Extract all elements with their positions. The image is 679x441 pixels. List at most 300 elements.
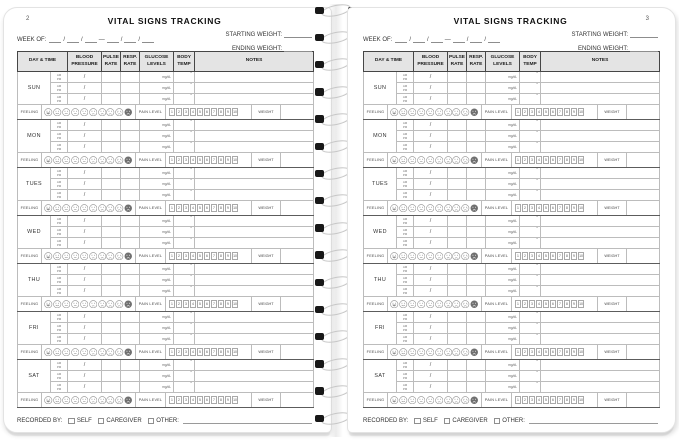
- smiling-face-icon: [62, 204, 71, 213]
- weight-label: WEIGHT: [598, 105, 627, 119]
- blood-pressure-cell: /: [414, 275, 448, 286]
- pain-level-box: 5: [197, 204, 203, 213]
- notes-cell: [541, 168, 660, 179]
- notes-cell: [541, 131, 660, 142]
- page-content: [363, 14, 658, 432]
- pain-level-box: 5: [197, 108, 203, 117]
- frowning-face-icon: [98, 348, 107, 357]
- resp-rate-cell: [467, 264, 486, 275]
- crying-face-icon: [461, 348, 470, 357]
- glucose-cell: mg/dL: [486, 227, 520, 238]
- slightly-smiling-face-icon: [417, 204, 426, 213]
- pain-level-box: 4: [190, 300, 196, 309]
- blood-pressure-cell: /: [68, 179, 102, 190]
- blood-pressure-cell: /: [414, 168, 448, 179]
- ampm-cell: [397, 286, 414, 297]
- notes-cell: [195, 168, 314, 179]
- feeling-row: [18, 201, 314, 216]
- pain-level-box: 4: [190, 252, 196, 261]
- pain-level-box: 7: [557, 252, 563, 261]
- week-of-label: WEEK OF:: [17, 37, 47, 43]
- weight-blank-cell: [627, 345, 659, 359]
- blood-pressure-cell: /: [68, 334, 102, 345]
- pain-level-box: 3: [529, 300, 535, 309]
- resp-rate-cell: [121, 179, 140, 190]
- pain-level-box: 3: [529, 204, 535, 213]
- notes-cell: [195, 334, 314, 345]
- pm-label: PM: [56, 268, 62, 273]
- pain-level-box: 10: [232, 204, 238, 213]
- pain-level-box: 4: [190, 108, 196, 117]
- notes-cell: [195, 190, 314, 201]
- weight-blank-cell: [627, 297, 659, 311]
- feeling-label: FEELING: [18, 153, 42, 167]
- notes-cell: [195, 120, 314, 131]
- feeling-row-content: [364, 201, 659, 215]
- pm-label: PM: [402, 172, 408, 177]
- vitals-entry-row: [364, 286, 660, 297]
- pain-level-scale: [512, 153, 598, 167]
- date-blank: [453, 36, 465, 43]
- checkbox-icon: [444, 418, 451, 425]
- smiling-face-icon: [62, 108, 71, 117]
- checkbox-icon: [414, 418, 421, 425]
- resp-rate-cell: [467, 131, 486, 142]
- page-left: [3, 7, 332, 433]
- option-label: CAREGIVER: [106, 417, 142, 424]
- glucose-cell: mg/dL: [140, 72, 174, 83]
- pm-label: PM: [402, 135, 408, 140]
- weight-label: WEIGHT: [252, 345, 281, 359]
- glucose-cell: mg/dL: [140, 227, 174, 238]
- glucose-cell: mg/dL: [140, 371, 174, 382]
- sad-face-icon: [106, 300, 115, 309]
- pain-level-box: 1: [169, 300, 175, 309]
- pm-label: PM: [402, 364, 408, 369]
- am-label: AM: [56, 142, 62, 147]
- feeling-row-cell: [364, 345, 660, 360]
- distressed-face-icon: [124, 252, 133, 261]
- pulse-rate-cell: [448, 264, 467, 275]
- slightly-smiling-face-icon: [71, 204, 80, 213]
- vitals-entry-row: [18, 142, 314, 153]
- pain-level-label: PAIN LEVEL: [136, 201, 166, 215]
- feeling-row: [364, 153, 660, 168]
- page-right: [347, 7, 676, 433]
- binding-hole-icon: [315, 88, 324, 96]
- vitals-entry-row: [364, 382, 660, 393]
- ending-weight-row: [572, 38, 658, 52]
- blood-pressure-cell: /: [68, 142, 102, 153]
- pain-level-box: 6: [204, 396, 210, 405]
- pain-level-box: 2: [522, 204, 528, 213]
- ampm-cell: [51, 382, 68, 393]
- laughing-face-icon: [44, 108, 53, 117]
- crying-face-icon: [461, 396, 470, 405]
- day-label: THU: [364, 264, 397, 297]
- crying-face-icon: [115, 252, 124, 261]
- ampm-cell: [51, 360, 68, 371]
- feeling-label: FEELING: [364, 153, 388, 167]
- notes-cell: [195, 142, 314, 153]
- body-temp-cell: °: [174, 238, 195, 249]
- pain-level-scale: [166, 345, 252, 359]
- pain-level-box: 3: [183, 348, 189, 357]
- binding-hole-icon: [315, 170, 324, 178]
- body-temp-cell: °: [520, 286, 541, 297]
- feeling-faces: [42, 201, 136, 215]
- body-temp-cell: °: [520, 371, 541, 382]
- vitals-entry-row: [18, 94, 314, 105]
- notes-cell: [195, 94, 314, 105]
- distressed-face-icon: [124, 204, 133, 213]
- other-blank-line: [529, 416, 658, 424]
- vitals-entry-row: [18, 168, 314, 179]
- resp-rate-cell: [467, 142, 486, 153]
- starting-weight-row: [572, 24, 658, 38]
- pain-level-box: 1: [515, 300, 521, 309]
- pain-level-box: 2: [176, 300, 182, 309]
- ampm-cell: [397, 120, 414, 131]
- pain-level-label: PAIN LEVEL: [482, 153, 512, 167]
- sad-face-icon: [106, 348, 115, 357]
- pm-label: PM: [402, 375, 408, 380]
- pm-label: PM: [402, 327, 408, 332]
- smiling-face-icon: [408, 108, 417, 117]
- pain-level-box: 9: [571, 204, 577, 213]
- weight-label: WEIGHT: [598, 249, 627, 263]
- ampm-cell: [51, 216, 68, 227]
- option-label: SELF: [76, 417, 92, 424]
- am-label: AM: [56, 264, 62, 269]
- notes-cell: [195, 312, 314, 323]
- resp-rate-cell: [121, 227, 140, 238]
- pain-level-box: 2: [522, 300, 528, 309]
- resp-rate-cell: [121, 286, 140, 297]
- blood-pressure-cell: /: [68, 83, 102, 94]
- glucose-cell: mg/dL: [486, 142, 520, 153]
- glucose-cell: mg/dL: [486, 334, 520, 345]
- pain-level-box: 2: [522, 108, 528, 117]
- body-temp-cell: °: [174, 286, 195, 297]
- sad-face-icon: [106, 204, 115, 213]
- notes-cell: [541, 360, 660, 371]
- date-slash: /: [63, 37, 66, 43]
- ampm-cell: [397, 323, 414, 334]
- pm-label: PM: [56, 364, 62, 369]
- glucose-cell: mg/dL: [486, 190, 520, 201]
- blood-pressure-cell: /: [68, 72, 102, 83]
- am-label: AM: [56, 94, 62, 99]
- am-label: AM: [402, 238, 408, 243]
- page-content: [17, 14, 312, 432]
- pain-level-box: 5: [197, 348, 203, 357]
- blood-pressure-cell: /: [414, 312, 448, 323]
- body-temp-cell: °: [520, 168, 541, 179]
- date-blank: [488, 36, 500, 43]
- notes-cell: [541, 264, 660, 275]
- pain-level-box: 1: [169, 396, 175, 405]
- pulse-rate-cell: [102, 286, 121, 297]
- slightly-smiling-face-icon: [71, 396, 80, 405]
- grinning-face-icon: [53, 396, 62, 405]
- other-blank-line: [183, 416, 312, 424]
- pain-level-box: 3: [529, 108, 535, 117]
- ampm-cell: [51, 131, 68, 142]
- am-label: AM: [402, 275, 408, 280]
- pain-level-box: 10: [578, 156, 584, 165]
- resp-rate-cell: [467, 323, 486, 334]
- grinning-face-icon: [399, 156, 408, 165]
- neutral-face-icon: [426, 156, 435, 165]
- blood-pressure-cell: /: [414, 360, 448, 371]
- ampm-cell: [397, 131, 414, 142]
- pain-level-box: 8: [218, 204, 224, 213]
- notes-cell: [195, 227, 314, 238]
- ampm-cell: [397, 72, 414, 83]
- pain-level-box: 10: [578, 300, 584, 309]
- feeling-label: FEELING: [364, 249, 388, 263]
- body-temp-cell: °: [520, 190, 541, 201]
- pain-level-box: 8: [218, 108, 224, 117]
- date-blank: [124, 36, 136, 43]
- weight-blank-cell: [281, 153, 313, 167]
- feeling-faces: [388, 249, 482, 263]
- neutral-face-icon: [426, 108, 435, 117]
- crying-face-icon: [115, 108, 124, 117]
- pain-level-box: 4: [536, 252, 542, 261]
- pm-label: PM: [402, 146, 408, 151]
- ampm-cell: [51, 83, 68, 94]
- column-header: PULSE RATE: [448, 52, 467, 72]
- pain-level-box: 1: [515, 204, 521, 213]
- pulse-rate-cell: [102, 275, 121, 286]
- vitals-entry-row: [364, 94, 660, 105]
- pain-level-box: 9: [571, 348, 577, 357]
- am-label: AM: [402, 179, 408, 184]
- pulse-rate-cell: [448, 83, 467, 94]
- crying-face-icon: [115, 348, 124, 357]
- blood-pressure-cell: /: [68, 94, 102, 105]
- feeling-label: FEELING: [364, 345, 388, 359]
- vitals-entry-row: [18, 120, 314, 131]
- glucose-cell: mg/dL: [140, 120, 174, 131]
- am-label: AM: [402, 120, 408, 125]
- ampm-cell: [397, 360, 414, 371]
- am-label: AM: [56, 179, 62, 184]
- weight-fields: [226, 24, 312, 52]
- pm-label: PM: [402, 87, 408, 92]
- laughing-face-icon: [390, 156, 399, 165]
- glucose-cell: mg/dL: [486, 168, 520, 179]
- neutral-face-icon: [426, 252, 435, 261]
- am-label: AM: [402, 323, 408, 328]
- distressed-face-icon: [470, 108, 479, 117]
- ampm-cell: [51, 286, 68, 297]
- column-header: BODY TEMP: [174, 52, 195, 72]
- option-label: SELF: [422, 417, 438, 424]
- pain-level-box: 7: [557, 108, 563, 117]
- resp-rate-cell: [467, 382, 486, 393]
- pain-level-box: 2: [522, 348, 528, 357]
- pm-label: PM: [402, 242, 408, 247]
- pulse-rate-cell: [448, 382, 467, 393]
- weight-label: WEIGHT: [598, 345, 627, 359]
- ampm-cell: [397, 312, 414, 323]
- feeling-row: [18, 105, 314, 120]
- feeling-row: [364, 393, 660, 408]
- column-header: DAY & TIME: [18, 52, 68, 72]
- notes-cell: [541, 275, 660, 286]
- day-label: FRI: [364, 312, 397, 345]
- pain-level-box: 3: [183, 396, 189, 405]
- glucose-cell: mg/dL: [486, 312, 520, 323]
- ampm-cell: [51, 334, 68, 345]
- am-label: AM: [56, 334, 62, 339]
- glucose-cell: mg/dL: [140, 312, 174, 323]
- body-temp-cell: °: [520, 179, 541, 190]
- pain-level-box: 3: [183, 252, 189, 261]
- blood-pressure-cell: /: [68, 264, 102, 275]
- pain-level-box: 6: [550, 396, 556, 405]
- body-temp-cell: °: [520, 120, 541, 131]
- pulse-rate-cell: [448, 275, 467, 286]
- body-temp-cell: °: [174, 142, 195, 153]
- pulse-rate-cell: [448, 360, 467, 371]
- pain-level-label: PAIN LEVEL: [136, 393, 166, 407]
- blood-pressure-cell: /: [414, 334, 448, 345]
- blood-pressure-cell: /: [414, 227, 448, 238]
- pain-level-box: 7: [557, 300, 563, 309]
- pain-level-box: 4: [536, 156, 542, 165]
- blood-pressure-cell: /: [414, 94, 448, 105]
- am-label: AM: [402, 312, 408, 317]
- ampm-cell: [51, 120, 68, 131]
- pain-level-label: PAIN LEVEL: [482, 201, 512, 215]
- binding-hole-icon: [315, 224, 324, 232]
- pain-level-box: 9: [225, 108, 231, 117]
- pulse-rate-cell: [102, 264, 121, 275]
- distressed-face-icon: [124, 156, 133, 165]
- feeling-row-content: [18, 345, 313, 359]
- resp-rate-cell: [467, 312, 486, 323]
- pain-level-box: 1: [515, 156, 521, 165]
- notes-cell: [541, 142, 660, 153]
- pain-level-box: 7: [557, 396, 563, 405]
- pain-level-box: 10: [578, 348, 584, 357]
- pm-label: PM: [56, 242, 62, 247]
- laughing-face-icon: [44, 396, 53, 405]
- pain-level-box: 10: [578, 108, 584, 117]
- column-header: GLUCOSE LEVELS: [486, 52, 520, 72]
- blood-pressure-cell: /: [68, 168, 102, 179]
- glucose-cell: mg/dL: [140, 382, 174, 393]
- pain-level-scale: [166, 393, 252, 407]
- week-range-dash: —: [98, 37, 105, 43]
- glucose-cell: mg/dL: [486, 131, 520, 142]
- ampm-cell: [51, 72, 68, 83]
- glucose-cell: mg/dL: [140, 286, 174, 297]
- weight-label: WEIGHT: [598, 393, 627, 407]
- resp-rate-cell: [121, 264, 140, 275]
- pain-level-box: 3: [529, 348, 535, 357]
- weight-label: WEIGHT: [598, 201, 627, 215]
- body-temp-cell: °: [520, 216, 541, 227]
- feeling-label: FEELING: [364, 105, 388, 119]
- feeling-row-cell: [18, 153, 314, 168]
- pm-label: PM: [402, 194, 408, 199]
- notes-cell: [541, 323, 660, 334]
- pulse-rate-cell: [102, 238, 121, 249]
- frowning-face-icon: [98, 396, 107, 405]
- blood-pressure-cell: /: [68, 286, 102, 297]
- notes-cell: [195, 382, 314, 393]
- ampm-cell: [397, 168, 414, 179]
- distressed-face-icon: [470, 252, 479, 261]
- day-label: WED: [364, 216, 397, 249]
- pain-level-box: 8: [564, 204, 570, 213]
- glucose-cell: mg/dL: [140, 360, 174, 371]
- vitals-entry-row: [18, 371, 314, 382]
- resp-rate-cell: [121, 168, 140, 179]
- resp-rate-cell: [467, 94, 486, 105]
- blood-pressure-cell: /: [414, 371, 448, 382]
- pain-level-label: PAIN LEVEL: [136, 249, 166, 263]
- am-label: AM: [56, 216, 62, 221]
- pain-level-box: 5: [197, 252, 203, 261]
- vitals-table-slot: [363, 51, 658, 408]
- pain-level-box: 9: [225, 396, 231, 405]
- pain-level-box: 2: [176, 348, 182, 357]
- vitals-entry-row: [364, 142, 660, 153]
- pain-level-box: 3: [529, 156, 535, 165]
- pulse-rate-cell: [102, 227, 121, 238]
- smiling-face-icon: [408, 156, 417, 165]
- am-label: AM: [56, 312, 62, 317]
- resp-rate-cell: [467, 371, 486, 382]
- pain-level-box: 7: [211, 252, 217, 261]
- grinning-face-icon: [53, 252, 62, 261]
- pain-level-box: 1: [169, 108, 175, 117]
- am-label: AM: [56, 382, 62, 387]
- slightly-smiling-face-icon: [71, 348, 80, 357]
- resp-rate-cell: [121, 83, 140, 94]
- glucose-cell: mg/dL: [486, 216, 520, 227]
- distressed-face-icon: [470, 300, 479, 309]
- pain-level-box: 8: [564, 156, 570, 165]
- starting-weight-label: STARTING WEIGHT:: [225, 32, 282, 38]
- binding-hole-icon: [315, 279, 324, 287]
- feeling-row-content: [364, 249, 659, 263]
- feeling-row-cell: [18, 105, 314, 120]
- slightly-smiling-face-icon: [417, 348, 426, 357]
- feeling-faces: [388, 105, 482, 119]
- glucose-cell: mg/dL: [486, 179, 520, 190]
- neutral-face-icon: [80, 204, 89, 213]
- binding-hole-icon: [315, 61, 324, 69]
- weight-label: WEIGHT: [252, 201, 281, 215]
- grinning-face-icon: [399, 108, 408, 117]
- pain-level-box: 4: [190, 156, 196, 165]
- feeling-row: [18, 393, 314, 408]
- pulse-rate-cell: [102, 131, 121, 142]
- feeling-label: FEELING: [18, 201, 42, 215]
- crying-face-icon: [115, 204, 124, 213]
- feeling-row-cell: [18, 345, 314, 360]
- binding-hole-icon: [315, 415, 324, 423]
- page-header: [17, 14, 312, 51]
- ampm-cell: [397, 227, 414, 238]
